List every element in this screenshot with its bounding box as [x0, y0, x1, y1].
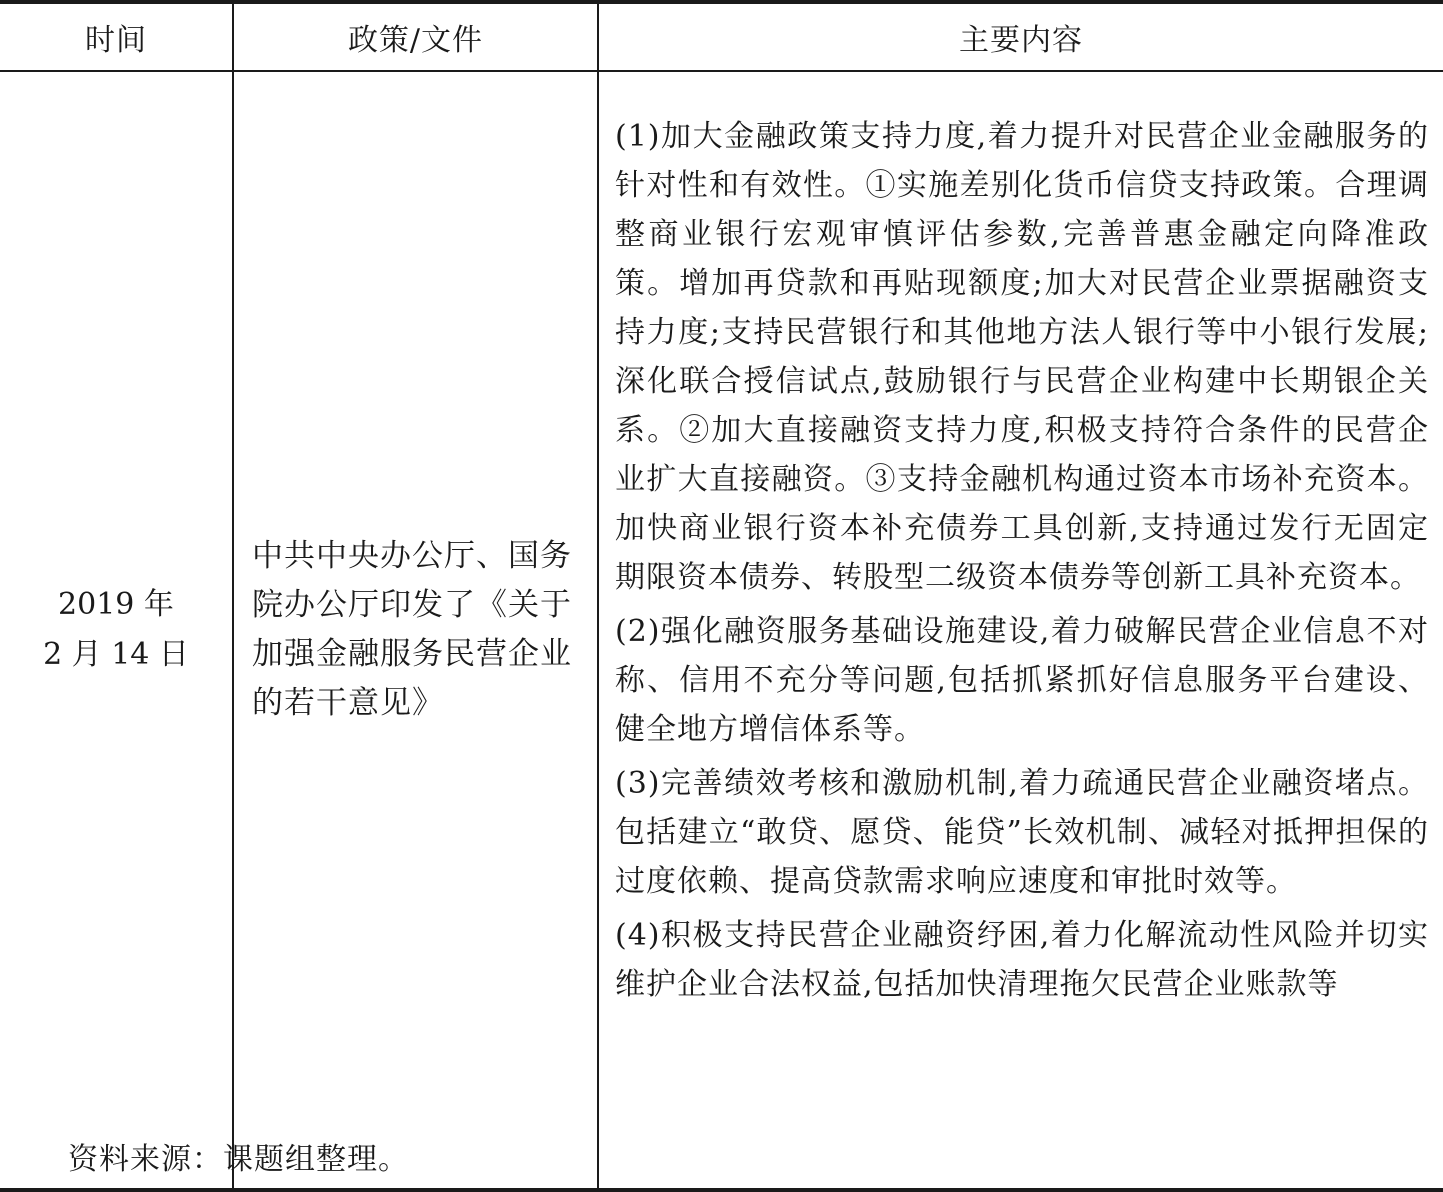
content-paragraph-1: (1)加大金融政策支持力度,着力提升对民营企业金融服务的针对性和有效性。①实施差别化货币信贷支持政策。合理调整商业银行宏观审慎评估参数,完善普惠金融定向降准政策。增加再贷款和再贴现额度;加大对民营企业票据融资支持力度;支持民营银行和其他地方法人银行等中小银行发展;深化联合授信试点,鼓励银行与民营企业构建中长期银企关系。②加大直接融资支持力度,积极支持符合条件的民营企业扩大直接融资。③支持金融机构通过资本市场补充资本。加快商业银行资本补充债券工具创新,支持通过发行无固定期限资本债券、转股型二级资本债券等创新工具补充资本。	[615, 119, 1429, 595]
cell-policy: 中共中央办公厅、国务院办公厅印发了《关于加强金融服务民营企业的若干意见》	[233, 71, 598, 1190]
date-year: 2019 年	[58, 587, 174, 622]
table-row	[0, 71, 1443, 1190]
cell-content	[598, 71, 1443, 1190]
content-paragraph-2: (2)强化融资服务基础设施建设,着力破解民营企业信息不对称、信用不充分等问题,包括抓紧抓好信息服务平台建设、健全地方增信体系等。	[615, 614, 1429, 747]
content-paragraph-4: (4)积极支持民营企业融资纾困,着力化解流动性风险并切实维护企业合法权益,包括加快清理拖欠民营企业账款等	[615, 918, 1429, 1002]
header-time: 时间	[0, 2, 233, 71]
header-content: 主要内容	[598, 2, 1443, 71]
content-paragraph-3: (3)完善绩效考核和激励机制,着力疏通民营企业融资堵点。包括建立“敢贷、愿贷、能贷”长效机制、减轻对抵押担保的过度依赖、提高贷款需求响应速度和审批时效等。	[615, 766, 1429, 899]
table-header-row	[0, 2, 1443, 71]
cell-date	[0, 71, 233, 1190]
source-note: 资料来源：课题组整理。	[68, 1142, 409, 1177]
date-day: 2 月 14 日	[43, 637, 189, 672]
header-policy: 政策/文件	[233, 2, 598, 71]
